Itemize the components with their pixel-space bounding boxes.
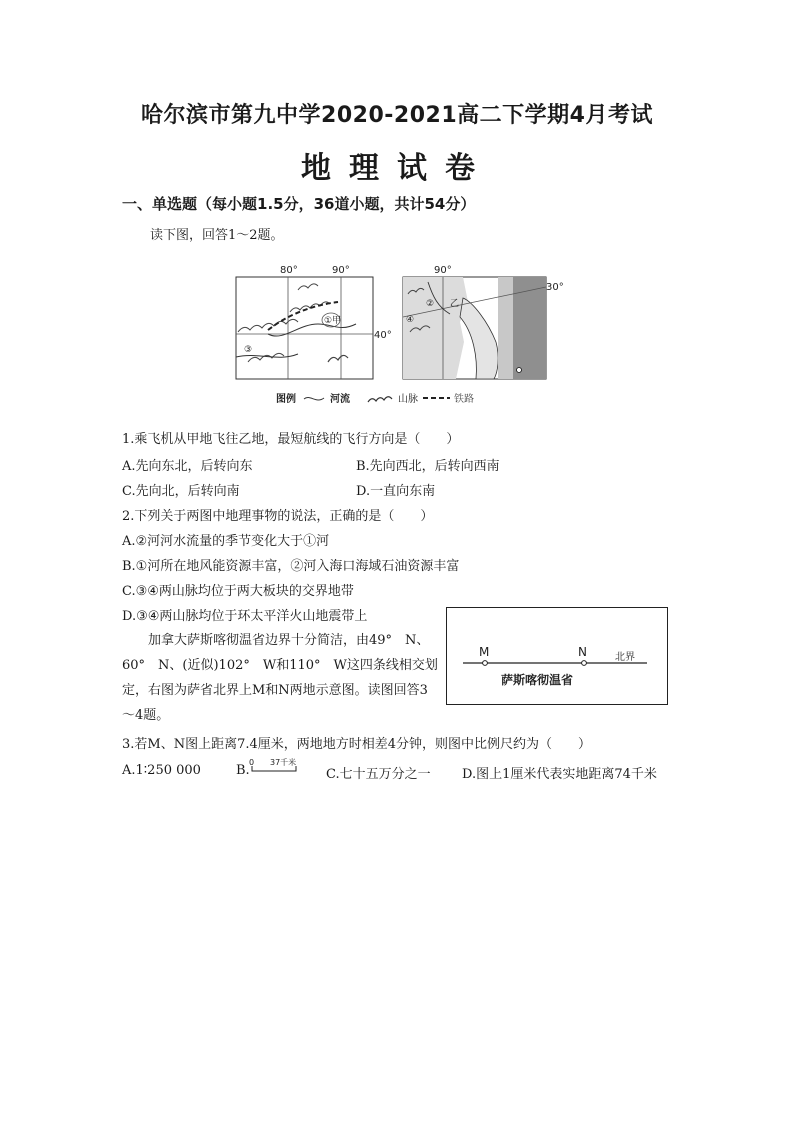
map-legend bbox=[276, 392, 474, 405]
q2-option-b: B.①河所在地风能资源丰富，②河入海口海域石油资源丰富 bbox=[122, 559, 460, 574]
scale-zero: 0 bbox=[249, 758, 255, 767]
figure-boundary-box bbox=[446, 607, 668, 705]
region-2-label: ② bbox=[426, 299, 435, 309]
lon-label-90: 90° bbox=[332, 265, 350, 276]
boundary-label: 北界 bbox=[615, 652, 635, 663]
q1-stem: 1.乘飞机从甲地飞往乙地，最短航线的飞行方向是（ ） bbox=[122, 432, 460, 447]
point-n-marker bbox=[582, 661, 587, 666]
legend-title: 图例 bbox=[276, 394, 296, 405]
point-m-label: M bbox=[479, 645, 490, 659]
q3-stem: 3.若M、N图上距离7.4厘米，两地地方时相差4分钟，则图中比例尺约为（ ） bbox=[122, 737, 592, 752]
legend-river: 河流 bbox=[330, 394, 350, 405]
q1-option-c: C.先向北，后转向南 bbox=[122, 484, 240, 499]
right-map bbox=[403, 265, 564, 379]
q1-option-a: A.先向东北，后转向东 bbox=[122, 459, 253, 474]
passage-text: 加拿大萨斯喀彻温省边界十分简洁，由49° N、60° N、(近似)102° W和110° W这四条线相交划定，右图为萨省北界上M和N两地示意图。读图回答3～4题。 bbox=[122, 633, 438, 723]
section-intro: 读下图，回答1～2题。 bbox=[150, 228, 284, 243]
point-yi-label: 乙 bbox=[450, 299, 460, 309]
point-jia-label: ①甲 bbox=[324, 316, 342, 326]
legend-railway: 铁路 bbox=[454, 394, 474, 405]
figure-maps bbox=[228, 262, 564, 412]
point-n-label: N bbox=[578, 645, 587, 659]
lon-label-90-right: 90° bbox=[434, 265, 452, 276]
q2-stem: 2.下列关于两图中地理事物的说法，正确的是（ ） bbox=[122, 509, 434, 524]
region-3-label: ③ bbox=[244, 345, 253, 355]
river-legend-icon bbox=[304, 398, 324, 400]
lat-label-40: 40° bbox=[374, 330, 392, 341]
exam-title: 哈尔滨市第九中学2020-2021高二下学期4月考试 bbox=[141, 103, 653, 128]
q3-scale-bar bbox=[248, 754, 308, 780]
q1-option-b: B.先向西北，后转向西南 bbox=[356, 459, 500, 474]
point-m-marker bbox=[483, 661, 488, 666]
region-4-label: ④ bbox=[406, 315, 415, 325]
boundary-diagram bbox=[447, 608, 666, 703]
q2-option-c: C.③④两山脉均位于两大板块的交界地带 bbox=[122, 584, 354, 599]
q1-option-d: D.一直向东南 bbox=[356, 484, 436, 499]
legend-mountain: 山脉 bbox=[398, 394, 418, 405]
q3-option-c: C.七十五万分之一 bbox=[326, 767, 431, 782]
lat-label-30: 30° bbox=[546, 282, 564, 293]
q3-option-d: D.图上1厘米代表实地距离74千米 bbox=[462, 767, 657, 782]
mountain-legend-icon bbox=[368, 397, 392, 402]
province-label: 萨斯喀彻温省 bbox=[501, 673, 574, 687]
q2-option-d: D.③④两山脉均位于环太平洋火山地震带上 bbox=[122, 609, 368, 624]
lon-label-80: 80° bbox=[280, 265, 298, 276]
left-map bbox=[236, 265, 392, 379]
q3-option-a: A.1∶250 000 bbox=[122, 763, 201, 778]
scale-value: 37千米 bbox=[270, 758, 297, 767]
q2-option-a: A.②河河水流量的季节变化大于①河 bbox=[122, 534, 330, 549]
q3-option-b: B. bbox=[236, 763, 250, 778]
subject-title: 地理试卷 bbox=[301, 151, 493, 186]
section-heading: 一、单选题（每小题1.5分，36道小题，共计54分） bbox=[122, 195, 476, 213]
